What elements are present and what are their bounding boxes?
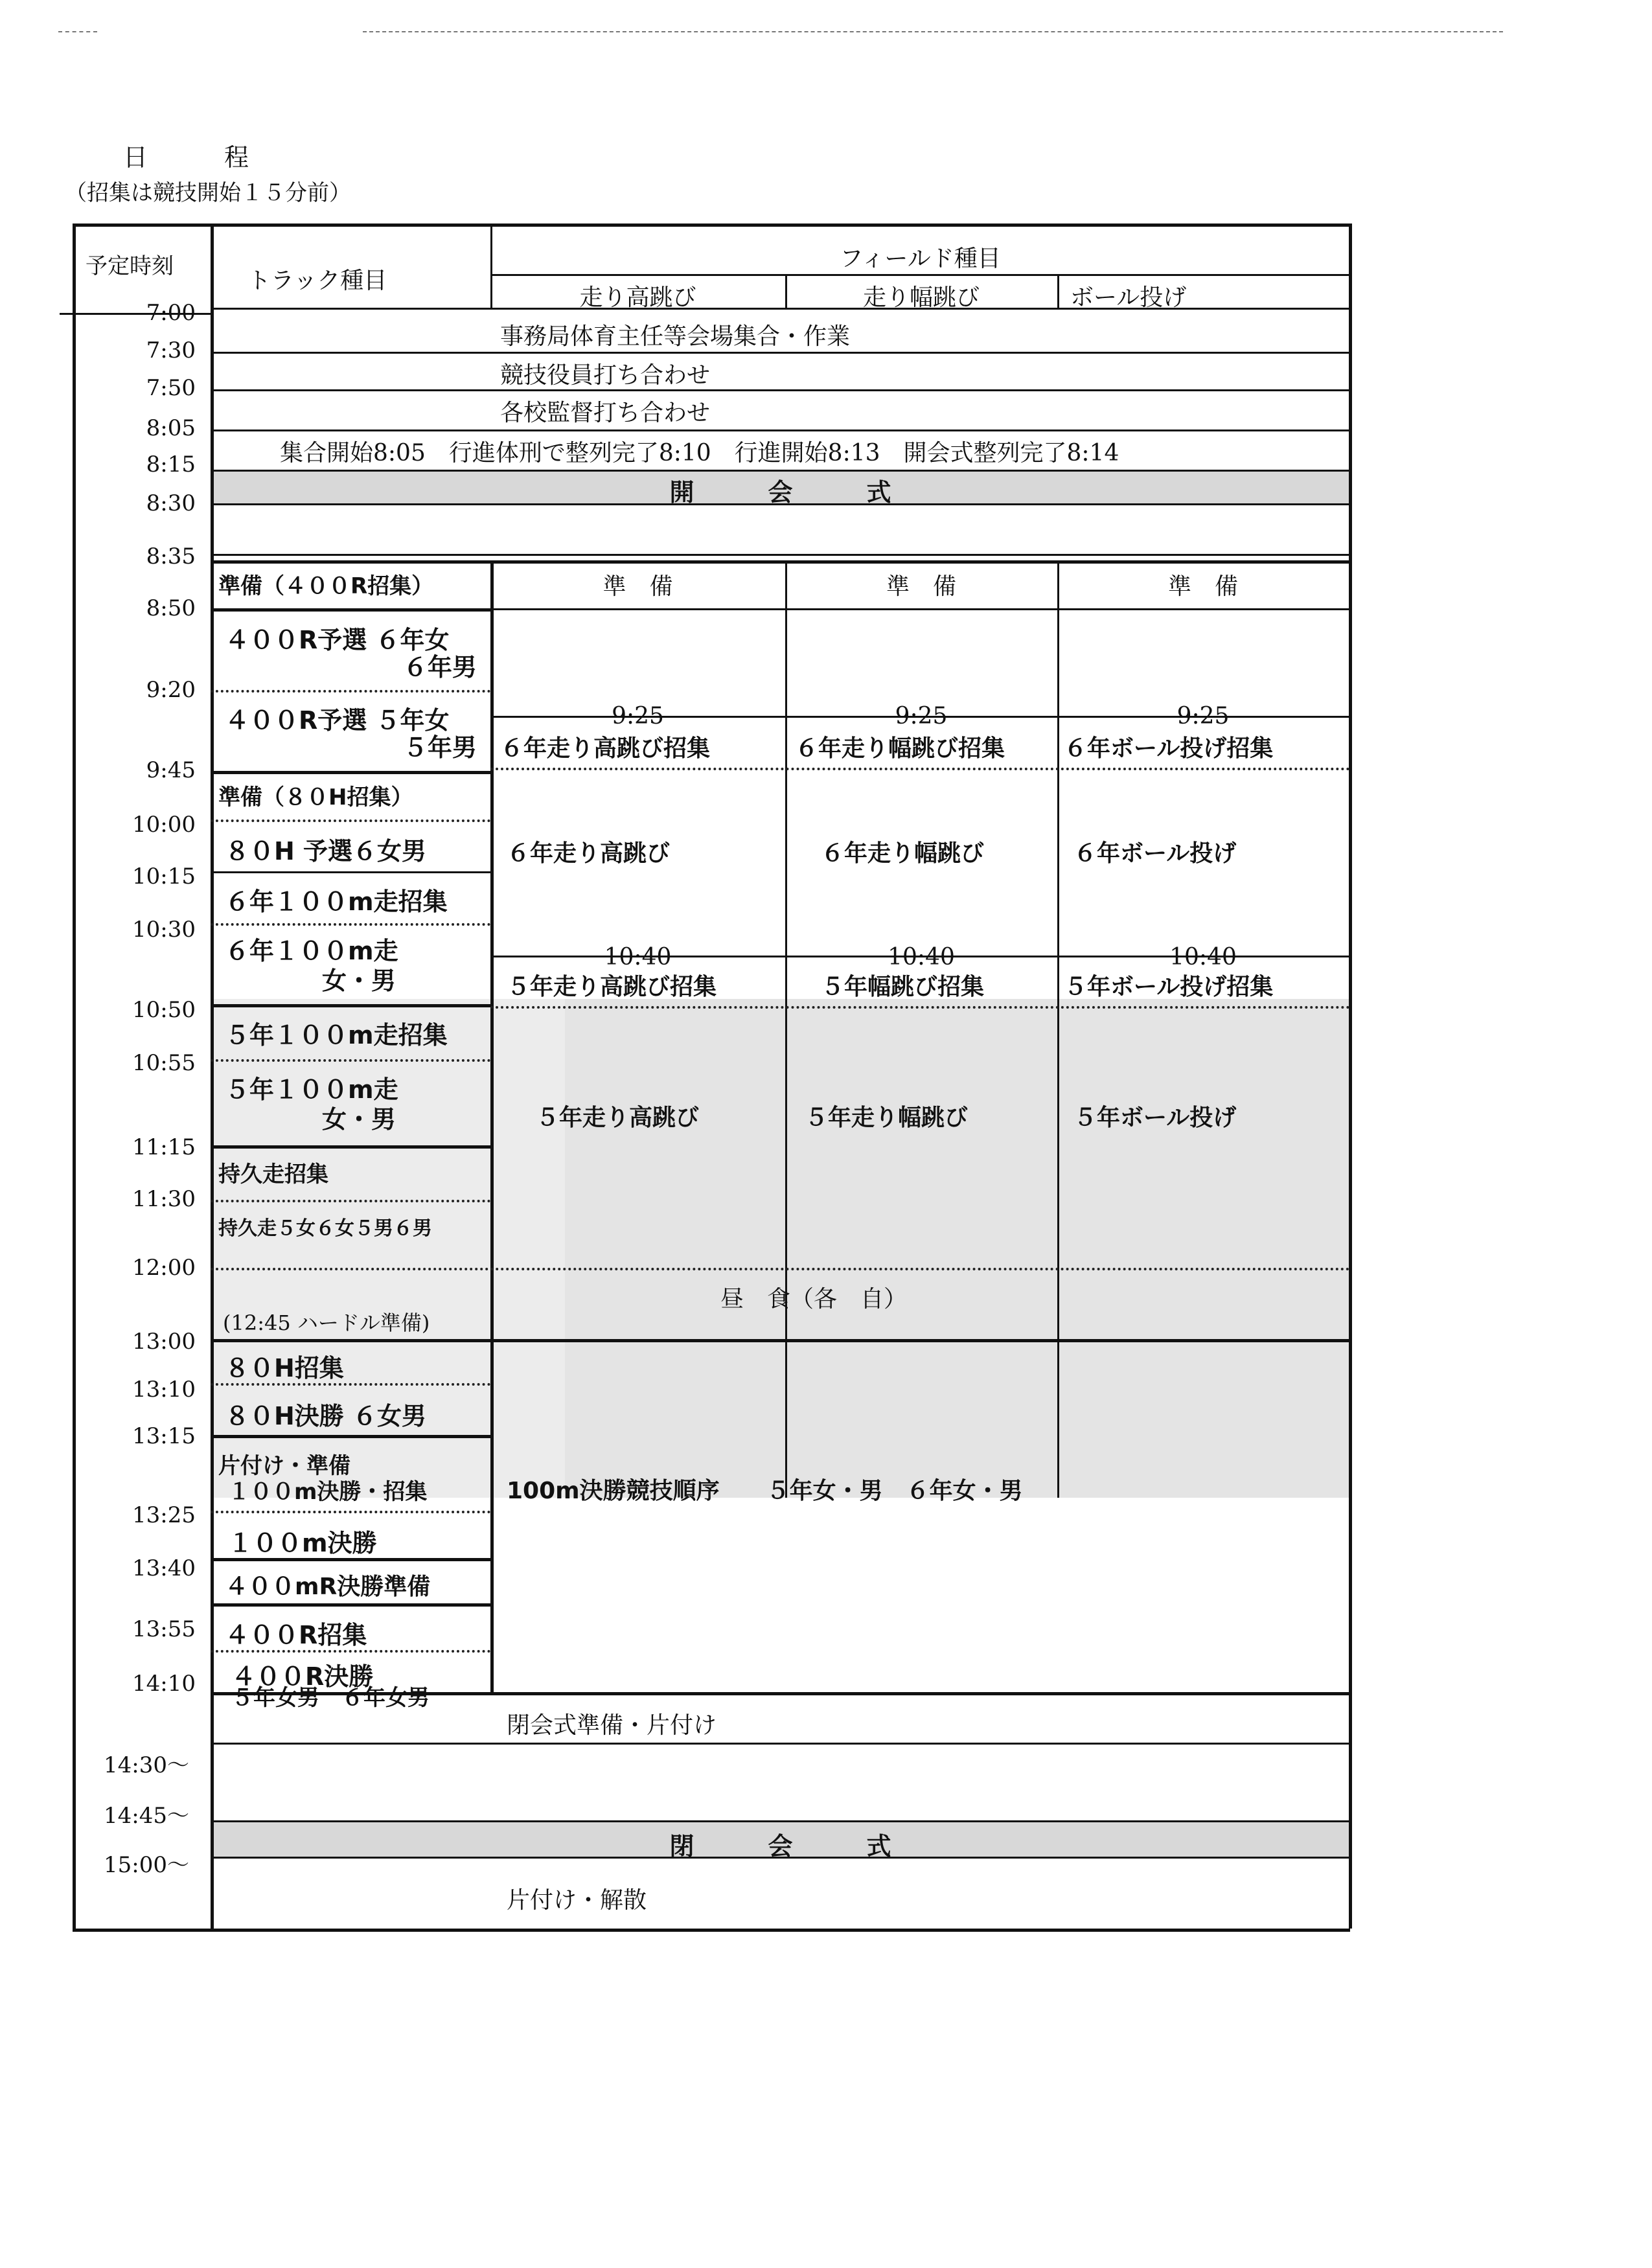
track-400mr-prep: ４００mR決勝準備 <box>225 1574 431 1600</box>
page-subtitle: （招集は競技開始１５分前） <box>65 180 351 206</box>
track-line <box>211 871 490 873</box>
hj-time-925: 9:25 <box>612 703 664 729</box>
track-line <box>211 1200 490 1202</box>
close-line <box>211 1820 1350 1822</box>
track-line <box>211 690 490 693</box>
time-label: 10:50 <box>132 997 196 1023</box>
lunch-top <box>211 1268 1350 1270</box>
row-line <box>211 470 1350 472</box>
track-100m-6-b: 女・男 <box>322 967 396 995</box>
field-divider <box>1057 560 1059 1498</box>
track-400r-heat6: ４００R予選 ６年女 <box>225 626 450 654</box>
time-label: 14:45～ <box>104 1803 189 1829</box>
field-line <box>490 608 1350 610</box>
track-80h-call: ８０H招集 <box>225 1354 344 1382</box>
hj6-call: ６年走り高跳び招集 <box>500 735 711 762</box>
pm-divider <box>490 1339 494 1692</box>
track-line <box>211 1145 490 1149</box>
time-label: 14:10 <box>132 1671 196 1697</box>
time-label: 10:00 <box>132 812 196 838</box>
frame-bottom <box>73 1929 1350 1932</box>
time-label: 11:15 <box>132 1134 196 1160</box>
row-line <box>211 560 1350 564</box>
time-label: 13:00 <box>132 1329 196 1355</box>
lj6-event: ６年走り幅跳び <box>821 840 985 867</box>
long-jump-header: 走り幅跳び <box>862 284 980 311</box>
track-cleanup-b: １００m決勝・招集 <box>228 1479 428 1505</box>
track-line <box>211 819 490 822</box>
time-label: 13:10 <box>132 1377 196 1403</box>
track-header: トラック種目 <box>247 268 387 294</box>
track-100m-5-b: 女・男 <box>322 1105 396 1134</box>
time-label: 8:15 <box>146 452 196 477</box>
hj-time-1040: 10:40 <box>604 944 672 970</box>
scan-artifact <box>58 31 97 32</box>
time-label: 13:15 <box>132 1423 196 1449</box>
time-label: 7:00 <box>146 300 196 326</box>
time-header: 予定時刻 <box>86 253 174 279</box>
lunch-bottom <box>211 1339 1350 1342</box>
time-label: 13:55 <box>132 1616 196 1642</box>
track-400r-call: ４００R招集 <box>225 1621 367 1649</box>
scan-artifact <box>363 31 1503 32</box>
track-400r-heat5-b: ５年男 <box>403 733 477 762</box>
hj5-call: ５年走り高跳び招集 <box>507 974 717 1000</box>
lj5-call: ５年幅跳び招集 <box>821 974 985 1000</box>
hurdle-prep: (12:45 ハードル準備) <box>223 1311 430 1335</box>
time-label: 8:05 <box>146 415 196 441</box>
track-prep80: 準備（８０H招集） <box>218 785 413 810</box>
time-label: 10:55 <box>132 1050 196 1076</box>
time-label: 9:45 <box>146 757 196 783</box>
bt5-call: ５年ボール投げ招集 <box>1064 974 1274 1000</box>
track-400r-heat5: ４００R予選 ５年女 <box>225 706 450 735</box>
row-line <box>211 352 1350 354</box>
track-80h-heat: ８０H 予選６女男 <box>225 837 427 865</box>
track-100m-6-call: ６年１００m走招集 <box>225 888 448 916</box>
lj5-event: ５年走り幅跳び <box>805 1105 969 1131</box>
track-400r-final: ４００R決勝 <box>231 1662 374 1691</box>
lunch: 昼 食（各 自） <box>720 1286 908 1312</box>
ball-throw-header: ボール投げ <box>1070 284 1187 311</box>
track-line <box>211 1059 490 1062</box>
pm-line <box>211 1435 490 1438</box>
final-order: 100m決勝競技順序 ５年女・男 ６年女・男 <box>507 1478 1023 1504</box>
field-dash <box>490 1006 1350 1009</box>
track-line <box>211 923 490 926</box>
row-700: 事務局体育主任等会場集合・作業 <box>500 323 851 350</box>
bt6-call: ６年ボール投げ招集 <box>1064 735 1274 762</box>
hj6-event: ６年走り高跳び <box>507 840 671 867</box>
track-80h-final: ８０H決勝 ６女男 <box>225 1402 427 1430</box>
row-730: 競技役員打ち合わせ <box>500 362 711 389</box>
track-prep400: 準備（４００R招集） <box>218 573 434 599</box>
opening-ceremony: 開 会 式 <box>669 478 891 507</box>
track-endurance: 持久走５女６女５男６男 <box>218 1217 432 1240</box>
time-label: 8:30 <box>146 490 196 516</box>
time-label: 10:15 <box>132 864 196 889</box>
time-label: 11:30 <box>132 1186 196 1212</box>
high-jump-header: 走り高跳び <box>579 284 696 311</box>
bt-time-1040: 10:40 <box>1169 944 1237 970</box>
time-label: 8:50 <box>146 595 196 621</box>
track-line <box>211 1004 490 1007</box>
time-label: 10:30 <box>132 917 196 943</box>
time-label: 7:30 <box>146 338 196 363</box>
bt-prep: 準 備 <box>1167 573 1238 600</box>
bt6-event: ６年ボール投げ <box>1073 840 1237 867</box>
track-100m-5: ５年１００m走 <box>225 1075 398 1104</box>
time-label: 13:40 <box>132 1555 196 1581</box>
track-100m-final: １００m決勝 <box>228 1529 377 1557</box>
row-line <box>211 389 1350 391</box>
time-label: 13:25 <box>132 1502 196 1528</box>
lj6-call: ６年走り幅跳び招集 <box>795 735 1005 762</box>
track-line <box>211 771 490 774</box>
field-divider <box>785 560 787 1498</box>
row-805: 集合開始8:05 行進体刑で整列完了8:10 行進開始8:13 開会式整列完了8:14 <box>280 440 1119 466</box>
frame-top <box>73 223 1350 227</box>
time-label: 8:35 <box>146 544 196 569</box>
track-line <box>211 608 490 612</box>
header-split <box>490 274 1350 276</box>
dismiss: 片付け・解散 <box>507 1887 647 1914</box>
header-vdiv <box>1057 274 1059 308</box>
hj5-event: ５年走り高跳び <box>536 1105 700 1131</box>
track-400r-final-b: ５年女男 ６年女男 <box>231 1685 430 1711</box>
bt-time-925: 9:25 <box>1176 703 1230 729</box>
track-400r-heat6-b: ６年男 <box>403 653 477 682</box>
time-label: 14:30～ <box>104 1752 189 1778</box>
time-label: 9:20 <box>146 677 196 703</box>
track-100m-5-call: ５年１００m走招集 <box>225 1021 448 1049</box>
close-line <box>211 1743 1350 1745</box>
field-dash <box>490 768 1350 770</box>
row-line <box>211 430 1350 431</box>
pm-line <box>211 1511 490 1513</box>
schedule-table <box>73 223 1350 1929</box>
track-100m-6: ６年１００m走 <box>225 937 398 965</box>
closing-ceremony: 閉 会 式 <box>669 1832 891 1861</box>
hj-prep: 準 備 <box>602 573 673 600</box>
time-label: 15:00～ <box>104 1852 189 1878</box>
pm-line <box>211 1603 490 1607</box>
field-header: フィールド種目 <box>840 246 1001 272</box>
lj-prep: 準 備 <box>886 573 956 600</box>
row-750: 各校監督打ち合わせ <box>500 400 711 426</box>
track-cleanup: 片付け・準備 <box>218 1453 350 1479</box>
page-title: 日 程 <box>123 143 275 172</box>
time-label: 7:50 <box>146 375 196 401</box>
lj-time-925: 9:25 <box>895 703 948 729</box>
row-line <box>211 554 1350 556</box>
lj-time-1040: 10:40 <box>888 944 955 970</box>
closing-prep: 閉会式準備・片付け <box>507 1712 717 1739</box>
track-endurance-call: 持久走招集 <box>218 1162 328 1187</box>
time-label: 12:00 <box>132 1255 196 1281</box>
bt5-event: ５年ボール投げ <box>1073 1105 1237 1131</box>
